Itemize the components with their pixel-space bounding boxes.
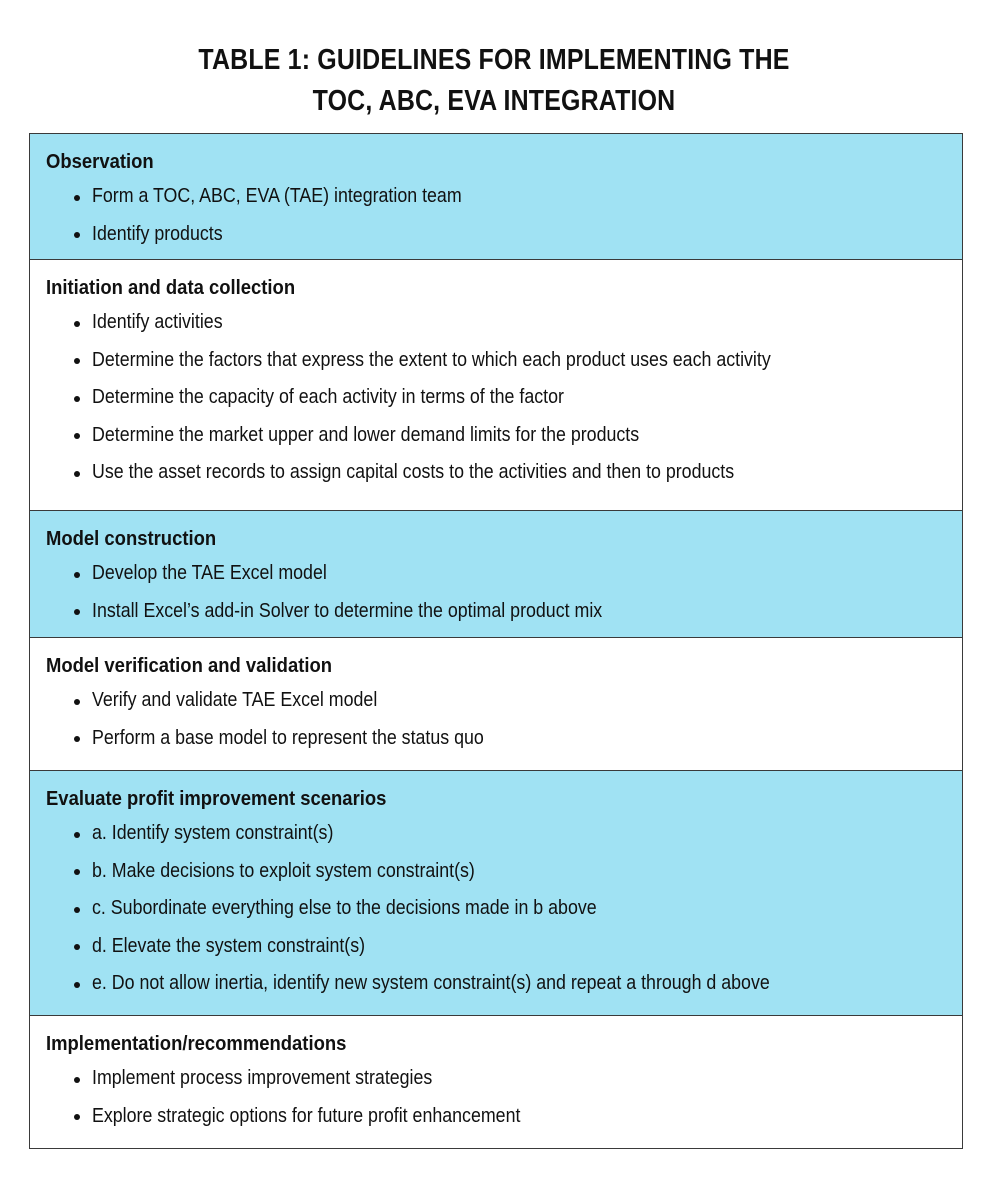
list-item-text: d. Elevate the system constraint(s) [92, 934, 366, 957]
bullet-icon [74, 232, 80, 238]
list-item-text: a. Identify system constraint(s) [92, 822, 334, 844]
table-title-line-2: TOC, ABC, EVA INTEGRATION [312, 85, 676, 117]
bullet-icon [74, 321, 80, 327]
bullet-icon [74, 433, 80, 439]
list-item-text: Identify products [92, 222, 223, 245]
list-item-text: e. Do not allow inertia, identify new system constraint(s) and repeat a through d above [92, 972, 770, 994]
list-item [46, 342, 946, 380]
guidelines-table [29, 133, 963, 1149]
bullet-icon [74, 869, 80, 875]
bullet-list [46, 682, 946, 757]
bullet-list [46, 304, 946, 492]
bullet-icon [74, 832, 80, 838]
list-item-text: Perform a base model to represent the status quo [92, 726, 484, 749]
list-item-text: Use the asset records to assign capital costs to the activities and then to products [92, 461, 735, 483]
list-item-text: Implement process improvement strategies [92, 1067, 433, 1089]
section-heading: Model construction [46, 527, 217, 550]
bullet-icon [74, 471, 80, 477]
list-item [46, 965, 946, 1003]
list-item-text: Develop the TAE Excel model [92, 562, 327, 584]
bullet-icon [74, 982, 80, 988]
bullet-icon [74, 572, 80, 578]
section-heading: Evaluate profit improvement scenarios [46, 787, 387, 810]
list-item-text: Verify and validate TAE Excel model [92, 689, 378, 711]
bullet-icon [74, 1114, 80, 1120]
list-item [46, 890, 946, 928]
list-item [46, 379, 946, 417]
table-title [69, 40, 919, 122]
bullet-icon [74, 944, 80, 950]
list-item [46, 555, 946, 593]
list-item [46, 928, 946, 966]
bullet-list [46, 815, 946, 1003]
list-item [46, 1098, 946, 1136]
list-item-text: b. Make decisions to exploit system constraint(s) [92, 859, 475, 882]
bullet-icon [74, 907, 80, 913]
section-implementation-recommendations [30, 1015, 962, 1148]
section-heading: Model verification and validation [46, 654, 333, 677]
bullet-list [46, 555, 946, 630]
list-item-text: Identify activities [92, 311, 223, 333]
section-evaluate-profit-improvement-scenarios [30, 770, 962, 1015]
list-item-text: Determine the market upper and lower demand limits for the products [92, 423, 640, 446]
bullet-icon [74, 609, 80, 615]
list-item [46, 417, 946, 455]
section-heading: Initiation and data collection [46, 276, 296, 299]
list-item [46, 1060, 946, 1098]
bullet-icon [74, 736, 80, 742]
list-item [46, 454, 946, 492]
bullet-icon [74, 396, 80, 402]
list-item [46, 815, 946, 853]
list-item-text: Form a TOC, ABC, EVA (TAE) integration team [92, 185, 462, 207]
list-item [46, 593, 946, 631]
section-initiation-and-data-collection [30, 259, 962, 510]
list-item-text: Explore strategic options for future profit enhancement [92, 1104, 521, 1127]
list-item [46, 216, 946, 254]
list-item [46, 178, 946, 216]
section-model-verification-and-validation [30, 637, 962, 770]
list-item-text: Determine the capacity of each activity in terms of the factor [92, 386, 564, 408]
list-item-text: Install Excel’s add-in Solver to determine the optimal product mix [92, 599, 603, 622]
table-title-line-1: TABLE 1: GUIDELINES FOR IMPLEMENTING THE [198, 44, 790, 76]
list-item [46, 853, 946, 891]
bullet-icon [74, 1077, 80, 1083]
section-heading: Observation [46, 150, 154, 173]
list-item-text: c. Subordinate everything else to the decisions made in b above [92, 897, 597, 919]
section-heading: Implementation/recommendations [46, 1032, 347, 1055]
bullet-list [46, 1060, 946, 1135]
bullet-icon [74, 699, 80, 705]
list-item [46, 720, 946, 758]
bullet-icon [74, 195, 80, 201]
section-observation [30, 134, 962, 259]
list-item [46, 682, 946, 720]
bullet-icon [74, 358, 80, 364]
section-model-construction [30, 510, 962, 637]
bullet-list [46, 178, 946, 253]
list-item-text: Determine the factors that express the extent to which each product uses each activity [92, 348, 771, 371]
list-item [46, 304, 946, 342]
